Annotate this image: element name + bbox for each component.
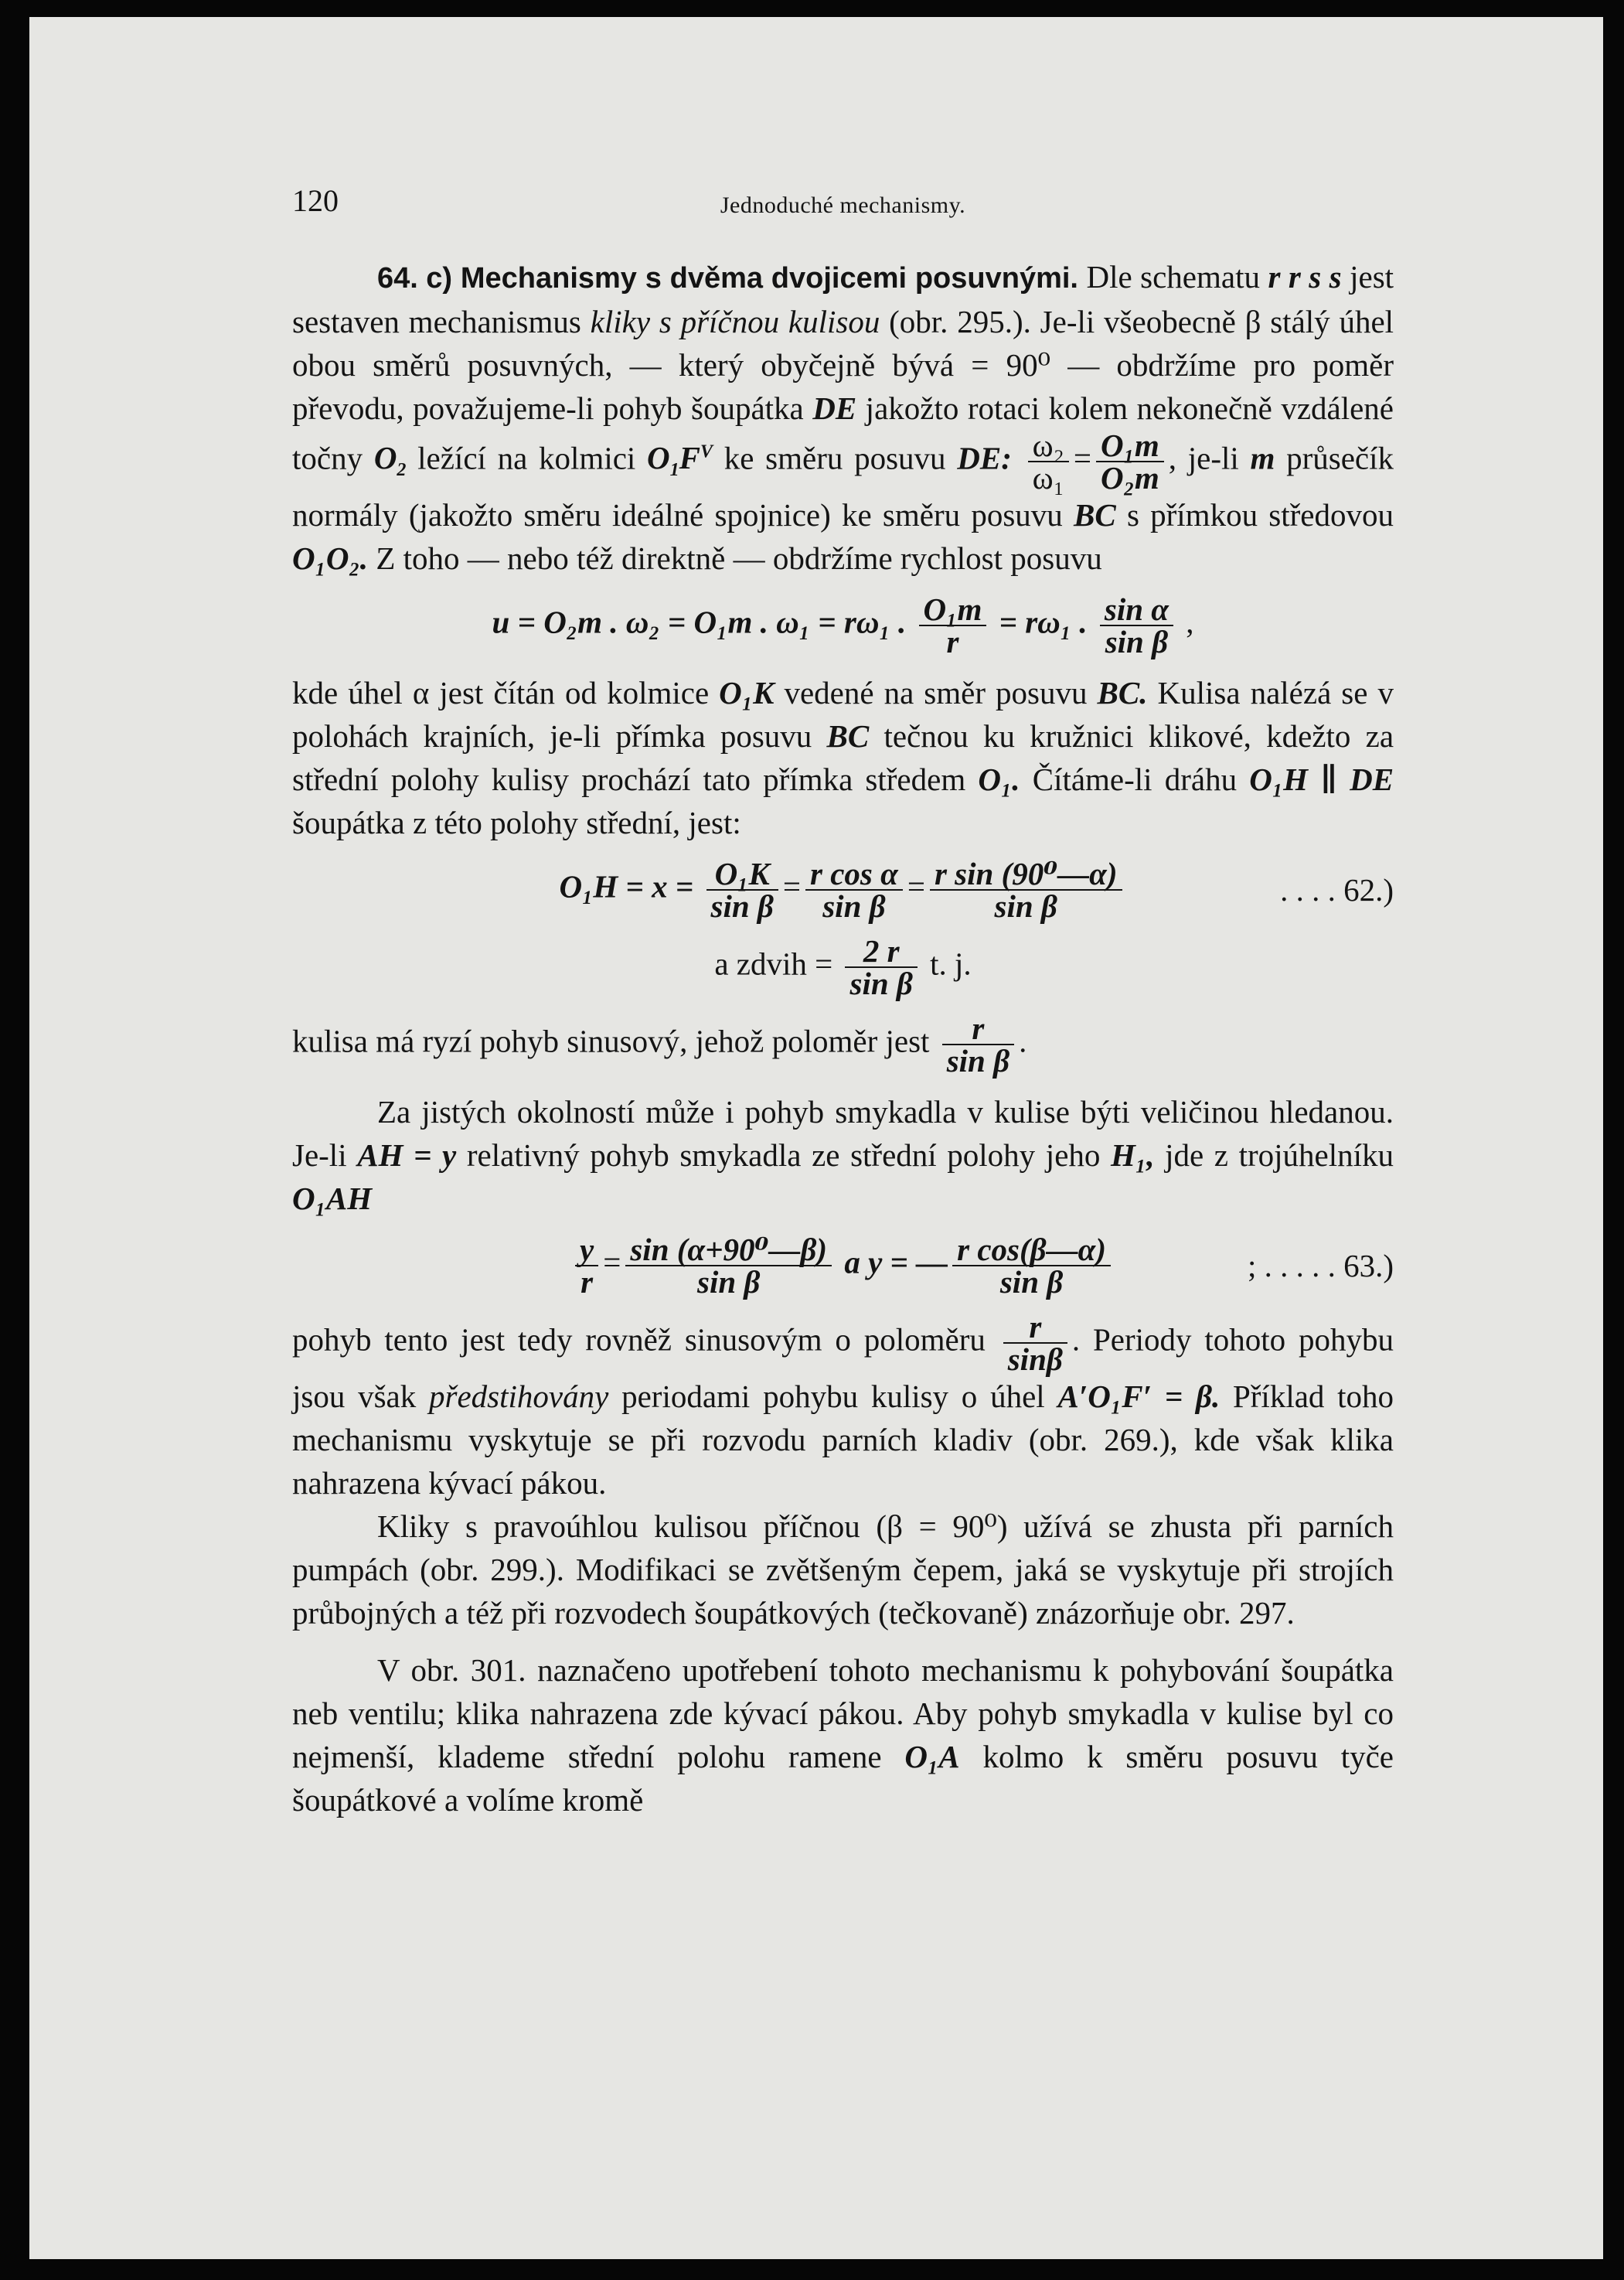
- p5-text-a: pohyb tento jest tedy rovněž sinusovým o poloměru: [292, 1321, 986, 1358]
- page-header: [292, 179, 1394, 226]
- section-number: 64.: [377, 262, 418, 295]
- p3-text-a: kulisa má ryzí pohyb sinusový, jehož poloměr jest: [292, 1023, 930, 1059]
- p2-text-f: šoupátka z této polohy střední, jest:: [292, 805, 741, 840]
- p1-text-h: průsečík normály (jakožto směru ideálné spojnice) ke směru posuvu: [292, 440, 1394, 533]
- p1-fraction-om: $\frac{\text{O₁m}}{\text{O₂m}}$: [1096, 430, 1164, 493]
- f4-fraction-1: $\frac{y}{r}$: [575, 1234, 598, 1297]
- p5-text-b: . Periody tohoto pohybu jsou však: [292, 1321, 1394, 1414]
- paragraph-4: [292, 1090, 1394, 1220]
- p2-text-a: kde úhel α jest čítán od kolmice: [292, 675, 710, 711]
- p1-text-b: jest sestaven mechanismus: [292, 259, 1394, 339]
- section-heading: c) Mechanismy s dvěma dvojicemi posuvnými.: [426, 262, 1078, 295]
- p1-text-f: ke směru posuvu: [723, 440, 946, 476]
- p1-text-e: ležící na kolmici: [417, 440, 636, 476]
- p5-fraction: $\frac{r}{\sin\beta}$: [1003, 1311, 1067, 1375]
- f1-end: ,: [1186, 604, 1194, 640]
- p4-AH: AH = y: [357, 1137, 457, 1173]
- f1-fraction-om: $\frac{\text{O₁m}}{r}$: [919, 594, 987, 657]
- p1-fraction-omega: $\frac{\text{ω₂}}{\text{ω₁}}$: [1028, 430, 1069, 493]
- p2-O1: O₁.: [978, 762, 1020, 797]
- book-page: [29, 17, 1603, 2259]
- p1-scheme: r r s s: [1268, 259, 1342, 295]
- p2-text-d: tečnou ku kružnici klikové, kdežto za střední polohy kulisy prochází tato přímka středem: [292, 718, 1394, 797]
- p3-text-b: .: [1019, 1023, 1027, 1059]
- equation-number-63: ; . . . . . 63.): [1247, 1248, 1394, 1283]
- f2-fraction-3: $\frac{\text{r sin (90⁰—α)}}{\text{sin β}}$: [930, 858, 1122, 922]
- p2-text-c: Kulisa nalézá se v polohách krajních, je-li přímka posuvu: [292, 675, 1394, 754]
- paragraph-5: [292, 1311, 1394, 1505]
- equation-number-62: . . . . 62.): [1280, 872, 1394, 908]
- page-number: 120: [292, 183, 339, 218]
- formula-63: [292, 1232, 1394, 1300]
- p1-DE: DE: [812, 390, 857, 426]
- p1-O1F: $O_1F^V$: [647, 440, 713, 481]
- p7-O1A: O₁A: [904, 1739, 960, 1774]
- p4-text-c: jde z trojúhelníku: [1165, 1137, 1394, 1173]
- f4-fraction-2: $\frac{\text{sin (α+90⁰—β)}}{\text{sin β}}$: [625, 1234, 832, 1297]
- paragraph-3: [292, 1010, 1394, 1079]
- p1-italic: kliky s příčnou kulisou: [590, 304, 880, 339]
- p7-text-b: kolmo k směru posuvu tyče šoupátkové a volíme kromě: [292, 1739, 1394, 1818]
- p5-text-c: periodami pohybu kulisy o úhel: [621, 1379, 1045, 1414]
- p5-text-d: Příklad toho mechanismu vyskytuje se při rozvodu parních kladiv (obr. 269.), kde však klika nahrazena kývací pákou.: [292, 1379, 1394, 1501]
- p4-O1AH: O₁AH: [292, 1181, 373, 1216]
- formula-stroke: [292, 933, 1394, 1001]
- f3-fraction: $\frac{2 r}{\text{sin β}}$: [845, 936, 917, 999]
- p3-fraction: $\frac{r}{\text{sin β}}$: [942, 1013, 1014, 1076]
- p1-equals: =: [1073, 440, 1091, 476]
- f2-fraction-1: $\frac{\text{O₁K}}{\text{sin β}}$: [706, 858, 778, 922]
- p1-O2: $O_2$: [373, 440, 407, 481]
- p1-text-d: jakožto rotaci kolem nekonečně vzdálené točny: [292, 390, 1394, 476]
- p1-O1O2: O₁O₂.: [292, 540, 369, 576]
- paragraph-2: [292, 671, 1394, 844]
- p1-text-c: (obr. 295.). Je-li všeobecně β stálý úhel obou směrů posuvných, — který obyčejně bývá = 90⁰ — obdržíme pro poměr převodu, považujeme-li pohyb šoupátka: [292, 304, 1394, 426]
- paragraph-7: [292, 1648, 1394, 1822]
- p2-text-e: Čítáme-li dráhu: [1032, 762, 1238, 797]
- running-head: Jednoduché mechanismy.: [720, 193, 966, 218]
- p1-text-i: s přímkou středovou: [1126, 497, 1394, 533]
- page-content: [292, 179, 1394, 1822]
- p5-angle: A′O₁F′ = β.: [1057, 1379, 1221, 1414]
- p4-H1: H₁,: [1111, 1137, 1155, 1173]
- p2-O1K: O₁K: [719, 675, 775, 711]
- p2-text-b: vedené na směr posuvu: [784, 675, 1088, 711]
- f2-left: O₁H = x =: [559, 868, 694, 905]
- p1-text-g: , je-li: [1168, 440, 1239, 476]
- p5-italic: předstihovány: [429, 1379, 609, 1414]
- p1-text-a: Dle schematu: [1086, 259, 1260, 295]
- paragraph-6: Kliky s pravoúhlou kulisou příčnou (β = 90⁰) užívá se zhusta při parních pumpách (obr. 299.). Modifikaci se zvětšeným čepem, jaká se vyskytuje při strojích průbojných a též při rozvodech šoupátkových (tečkovaně) znázorňuje obr. 297.: [292, 1508, 1394, 1631]
- p2-O1H: O₁H ∥ DE: [1249, 762, 1394, 797]
- f1-left: u = O₂m . ω₂ = O₁m . ω₁ = rω₁ .: [492, 604, 907, 640]
- f2-eq2: =: [907, 868, 925, 905]
- f4-fraction-3: $\frac{\text{r cos(β—α)}}{\text{sin β}}$: [952, 1234, 1111, 1297]
- paragraph-64: [292, 255, 1394, 580]
- formula-velocity: [292, 591, 1394, 659]
- f3-left: a zdvih =: [714, 946, 833, 982]
- f4-mid: a y = —: [844, 1244, 948, 1280]
- formula-62: [292, 858, 1394, 922]
- p1-m: m: [1250, 440, 1275, 476]
- f1-mid: = rω₁ .: [999, 604, 1088, 640]
- p1-DE2: DE:: [957, 440, 1012, 476]
- p4-text-b: relativný pohyb smykadla ze střední polohy jeho: [466, 1137, 1101, 1173]
- f4-eq: =: [603, 1244, 621, 1280]
- p7-text-a: V obr. 301. naznačeno upotřebení tohoto mechanismu k pohybování šoupátka neb ventilu; klika nahrazena zde kývací pákou. Aby pohyb smykadla v kulise byl co nejmenší, klademe střední polohu ramene: [292, 1652, 1394, 1774]
- f1-fraction-sin: $\frac{\text{sin α}}{\text{sin β}}$: [1100, 594, 1173, 657]
- p4-text-a: Za jistých okolností může i pohyb smykadla v kulise býti veličinou hledanou. Je-li: [292, 1094, 1394, 1173]
- f2-eq: =: [782, 868, 802, 905]
- f3-right: t. j.: [930, 946, 972, 982]
- f2-fraction-2: $\frac{\text{r cos α}}{\text{sin β}}$: [805, 858, 903, 922]
- p2-BC: BC.: [1097, 675, 1148, 711]
- p1-BC: BC: [1074, 497, 1116, 533]
- p2-BC2: BC: [826, 718, 870, 754]
- p1-text-j: Z toho — nebo též direktně — obdržíme rychlost posuvu: [376, 540, 1102, 576]
